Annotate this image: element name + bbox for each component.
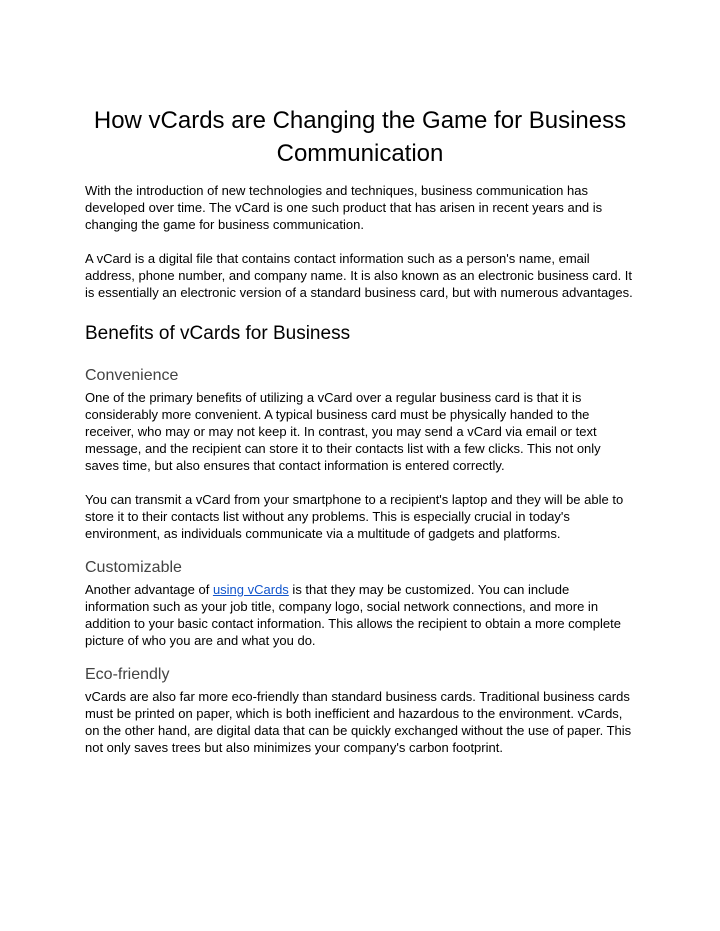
convenience-heading: Convenience [85,367,179,384]
customizable-heading: Customizable [85,559,182,576]
paragraph-spacer [85,474,635,491]
using-vcards-link[interactable]: using vCards [212,582,289,597]
convenience-paragraph-1: One of the primary benefits of utilizing a vCard over a regular business card is that it is considerably more convenient. A typical business card must be physically handed to the receiver, who may or may not keep it. In contrast, you may send a vCard via email or text message, and the recipient can store it to their contacts list with a few clicks. This not only saves time, but also ensures that contact information is entered correctly. [85,390,601,473]
document-page [85,104,635,756]
customizable-text-before-link: Another advantage of [85,582,213,597]
customizable-text-after-link: is that they may be customized. You can include information such as your job title, company logo, social network connections, and more in addition to your basic contact information. This allows the recipient to obtain a more complete picture of who you are and what you do. [85,582,621,648]
eco-friendly-paragraph: vCards are also far more eco-friendly than standard business cards. Traditional business cards must be printed on paper, which is both inefficient and hazardous to the environment. vCards, on the other hand, are digital data that can be quickly exchanged without the use of paper. This not only saves trees but also minimizes your company's carbon footprint. [85,689,632,755]
intro-paragraph-1: With the introduction of new technologies and techniques, business communication has developed over time. The vCard is one such product that has arisen in recent years and is changing the game for business communication. [85,183,603,232]
convenience-paragraph-2: You can transmit a vCard from your smartphone to a recipient's laptop and they will be able to store it to their contacts list without any problems. This is especially crucial in today's environment, as individuals communicate via a multitude of gadgets and platforms. [85,492,624,541]
intro-paragraph-2: A vCard is a digital file that contains contact information such as a person's name, email address, phone number, and company name. It is also known as an electronic business card. It is essentially an electronic version of a standard business card, but with numerous advantages. [85,251,633,300]
eco-friendly-heading: Eco-friendly [85,666,170,683]
customizable-paragraph [85,581,635,649]
paragraph-spacer [85,233,635,250]
benefits-heading: Benefits of vCards for Business [85,323,351,344]
document-title: How vCards are Changing the Game for Business Communication [93,107,627,167]
